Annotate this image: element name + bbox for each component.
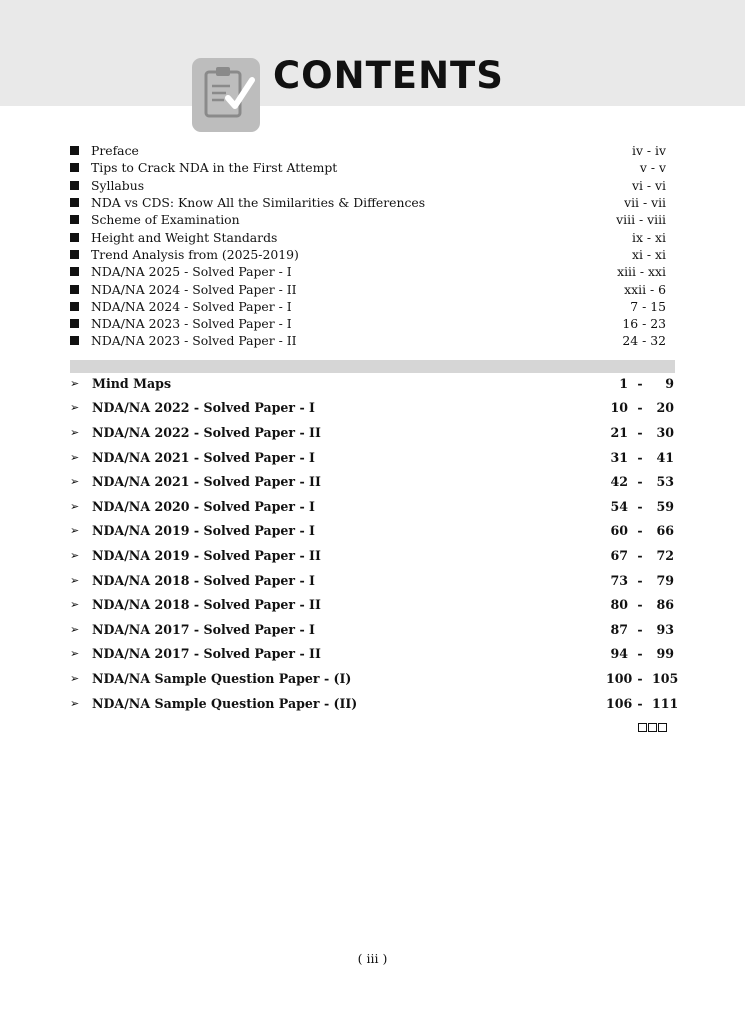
arrow-bullet-icon: ➢ [70, 425, 80, 439]
toc-entry [70, 617, 674, 642]
entry-pages: xxii - 6 [624, 281, 666, 297]
entry-title: NDA/NA 2018 - Solved Paper - II [92, 597, 321, 613]
toc-entry [70, 298, 666, 315]
page-end: 41 [656, 449, 674, 465]
entry-title: NDA/NA 2019 - Solved Paper - I [92, 523, 315, 539]
page-start: 87 [610, 621, 628, 637]
square-bullet-icon [70, 181, 79, 190]
entry-pages [606, 400, 674, 415]
toc-entry [70, 396, 674, 421]
entry-title: Syllabus [91, 177, 145, 193]
entry-pages [606, 450, 674, 465]
square-bullet-icon [70, 336, 79, 345]
toc-entry [70, 642, 674, 667]
entry-pages: iv - iv [632, 143, 666, 159]
toc-entry [70, 177, 666, 194]
page-end: 20 [656, 400, 674, 416]
toc-entry [70, 568, 674, 593]
toc-entry [70, 543, 674, 568]
toc-entry [70, 666, 679, 691]
entry-title: NDA/NA Sample Question Paper - (II) [92, 695, 358, 711]
page-separator: - [637, 695, 643, 711]
entry-title: NDA/NA 2023 - Solved Paper - I [91, 316, 292, 332]
entry-title: Tips to Crack NDA in the First Attempt [91, 160, 338, 176]
entry-pages: xi - xi [632, 246, 666, 262]
clipboard-check-icon [192, 58, 260, 132]
page-start: 80 [610, 597, 628, 613]
entry-title: NDA/NA 2024 - Solved Paper - I [91, 298, 292, 314]
page-end: 111 [652, 695, 679, 711]
arrow-bullet-icon: ➢ [70, 573, 80, 587]
page-start: 94 [610, 646, 628, 662]
toc-entry [70, 142, 666, 159]
page-separator: - [637, 523, 643, 539]
entry-pages: xiii - xxi [617, 264, 666, 280]
arrow-bullet-icon: ➢ [70, 376, 80, 390]
entry-title: NDA/NA 2022 - Solved Paper - II [92, 424, 321, 440]
page-end: 79 [656, 572, 674, 588]
arrow-bullet-icon: ➢ [70, 696, 80, 710]
entry-pages [606, 474, 674, 489]
toc-entry [70, 194, 666, 211]
page-separator: - [637, 449, 643, 465]
entry-title: NDA/NA 2019 - Solved Paper - II [92, 547, 321, 563]
square-bullet-icon [70, 233, 79, 242]
page-separator: - [637, 424, 643, 440]
page-start: 54 [610, 498, 628, 514]
toc-entry [70, 469, 674, 494]
square-bullet-icon [70, 163, 79, 172]
arrow-bullet-icon: ➢ [70, 401, 80, 415]
entry-pages: 16 - 23 [622, 316, 666, 332]
square-bullet-icon [70, 198, 79, 207]
entry-pages: viii - viii [616, 212, 666, 228]
entry-pages [606, 646, 674, 661]
entry-title: NDA/NA 2023 - Solved Paper - II [91, 333, 297, 349]
page-end: 53 [656, 474, 674, 490]
page-start: 100 [606, 670, 633, 686]
page-separator: - [637, 670, 643, 686]
arrow-bullet-icon: ➢ [70, 524, 80, 538]
page-start: 73 [610, 572, 628, 588]
entry-pages [606, 376, 674, 391]
page-start: 10 [610, 400, 628, 416]
page-separator: - [637, 572, 643, 588]
page-start: 42 [610, 474, 628, 490]
entry-title: NDA/NA 2020 - Solved Paper - I [92, 498, 315, 514]
page-title: CONTENTS [273, 54, 504, 97]
toc-entry [70, 371, 674, 396]
page-end: 30 [656, 424, 674, 440]
entry-title: Trend Analysis from (2025-2019) [91, 246, 299, 262]
page-end: 59 [656, 498, 674, 514]
page-start: 1 [619, 375, 628, 391]
arrow-bullet-icon: ➢ [70, 499, 80, 513]
arrow-bullet-icon: ➢ [70, 450, 80, 464]
entry-title: Scheme of Examination [91, 212, 240, 228]
entry-pages [606, 548, 674, 563]
entry-pages: ix - xi [632, 229, 666, 245]
entry-title: Height and Weight Standards [91, 229, 278, 245]
page-end: 105 [652, 670, 679, 686]
arrow-bullet-icon: ➢ [70, 671, 80, 685]
toc-entry [70, 519, 674, 544]
entry-title: NDA vs CDS: Know All the Similarities & Differences [91, 195, 426, 211]
page-separator: - [637, 646, 643, 662]
toc-entry [70, 445, 674, 470]
page-end: 93 [656, 621, 674, 637]
entry-title: Mind Maps [92, 375, 172, 391]
square-bullet-icon [70, 215, 79, 224]
entry-title: NDA/NA 2021 - Solved Paper - I [92, 449, 315, 465]
toc-entry [70, 691, 679, 716]
square-bullet-icon [70, 146, 79, 155]
page-separator: - [637, 597, 643, 613]
page-separator: - [637, 547, 643, 563]
page-separator: - [637, 400, 643, 416]
entry-title: NDA/NA 2017 - Solved Paper - I [92, 621, 315, 637]
page-end: 66 [656, 523, 674, 539]
square-bullet-icon [70, 250, 79, 259]
entry-title: Preface [91, 143, 139, 159]
entry-pages [606, 425, 674, 440]
arrow-bullet-icon: ➢ [70, 647, 80, 661]
square-bullet-icon [70, 285, 79, 294]
entry-pages [606, 499, 674, 514]
entry-pages: vi - vi [632, 177, 666, 193]
front-matter-list [70, 142, 666, 350]
entry-pages: 24 - 32 [622, 333, 666, 349]
entry-title: NDA/NA 2024 - Solved Paper - II [91, 281, 297, 297]
toc-entry [70, 263, 666, 280]
toc-entry [70, 280, 666, 297]
square-bullet-icon [70, 319, 79, 328]
entry-pages [606, 523, 674, 538]
page-start: 31 [610, 449, 628, 465]
toc-entry [70, 494, 674, 519]
page-separator: - [637, 375, 643, 391]
page-start: 106 [606, 695, 633, 711]
page-start: 21 [610, 424, 628, 440]
entry-pages [606, 573, 674, 588]
entry-pages [606, 597, 674, 612]
main-contents-list [70, 371, 679, 715]
arrow-bullet-icon: ➢ [70, 548, 80, 562]
page-start: 60 [610, 523, 628, 539]
toc-entry [70, 592, 674, 617]
entry-title: NDA/NA Sample Question Paper - (I) [92, 670, 352, 686]
page-separator: - [637, 474, 643, 490]
entry-pages: v - v [639, 160, 666, 176]
entry-pages: vii - vii [624, 195, 666, 211]
arrow-bullet-icon: ➢ [70, 598, 80, 612]
toc-entry [70, 315, 666, 332]
entry-title: NDA/NA 2017 - Solved Paper - II [92, 646, 321, 662]
toc-entry [70, 332, 666, 349]
entry-pages [606, 695, 679, 711]
page-end: 72 [656, 547, 674, 563]
entry-pages [606, 670, 679, 686]
page-end: 9 [665, 375, 674, 391]
toc-entry [70, 420, 674, 445]
toc-entry [70, 211, 666, 228]
end-marker [638, 723, 667, 732]
arrow-bullet-icon: ➢ [70, 475, 80, 489]
page-number: ( iii ) [357, 951, 388, 966]
page-end: 86 [656, 597, 674, 613]
page-end: 99 [656, 646, 674, 662]
entry-pages: 7 - 15 [630, 298, 666, 314]
toc-entry [70, 228, 666, 245]
toc-entry [70, 246, 666, 263]
page-separator: - [637, 498, 643, 514]
entry-pages [606, 622, 674, 637]
page-separator: - [637, 621, 643, 637]
entry-title: NDA/NA 2022 - Solved Paper - I [92, 400, 315, 416]
toc-entry [70, 159, 666, 176]
entry-title: NDA/NA 2021 - Solved Paper - II [92, 474, 321, 490]
square-bullet-icon [70, 302, 79, 311]
page-start: 67 [610, 547, 628, 563]
entry-title: NDA/NA 2018 - Solved Paper - I [92, 572, 315, 588]
arrow-bullet-icon: ➢ [70, 622, 80, 636]
square-bullet-icon [70, 267, 79, 276]
entry-title: NDA/NA 2025 - Solved Paper - I [91, 264, 292, 280]
